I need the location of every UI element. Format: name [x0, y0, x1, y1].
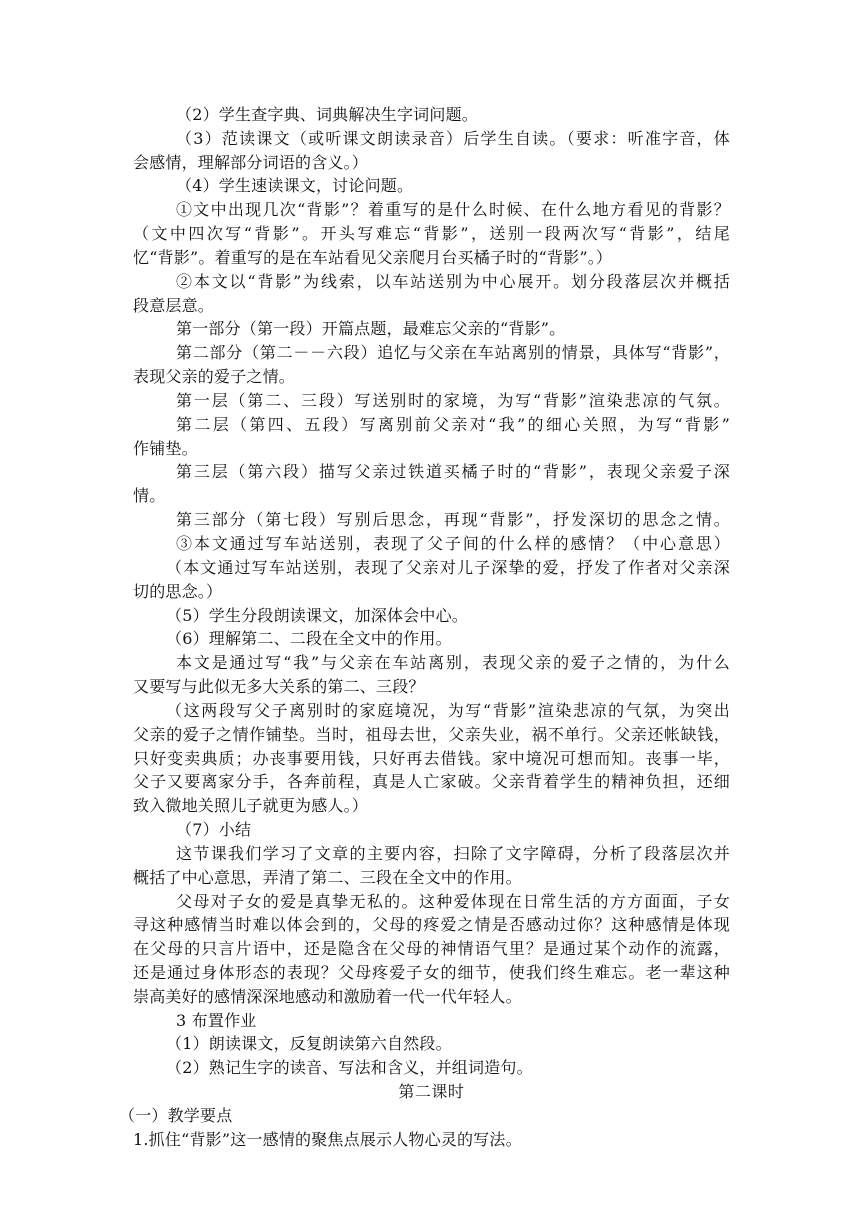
text-line: 概括了中心意思，弄清了第二、三段在全文中的作用。 [133, 868, 522, 887]
text-line: 第二部分（第二－－六段）追忆与父亲在车站离别的情景，具体写“背影”， [176, 343, 731, 362]
text-line: ②本文以“背影”为线索，以车站送别为中心展开。划分段落层次并概括 [176, 272, 732, 291]
text-line: 父子又要离家分手，各奔前程，真是人亡家破。父亲背着学生的精神负担，还细 [133, 772, 731, 791]
text-line: （3）范读课文（或听课文朗读录音）后学生自读。（要求：听准字音，体 [176, 129, 732, 148]
text-line: 致入微地关照儿子就更为感人。） [133, 796, 369, 815]
text-line: 这节课我们学习了文章的主要内容，扫除了文字障碍，分析了段落层次并 [176, 844, 732, 863]
text-line: 情。 [133, 486, 166, 505]
text-line: 忆“背影”。着重写的是在车站看见父亲爬月台买橘子时的“背影”。） [133, 248, 613, 267]
text-line: 第一层（第二、三段）写送别时的家境，为写“背影”渲染悲凉的气氛。 [176, 391, 732, 410]
text-line: （这两段写父子离别时的家庭境况，为写“背影”渲染悲凉的气氛，为突出 [166, 701, 732, 720]
text-line: 会感情，理解部分词语的含义。） [133, 153, 369, 172]
text-line: 崇高美好的感情深深地感动和激励着一代一代年轻人。 [133, 987, 522, 1006]
text-line: ①文中出现几次“背影”？着重写的是什么时候、在什么地方看见的背影？ [176, 200, 732, 219]
text-line: 父亲的爱子之情作铺垫。当时，祖母去世，父亲失业，祸不单行。父亲还帐缺钱， [133, 725, 731, 744]
text-line: 作铺垫。 [133, 439, 198, 458]
text-line: 只好变卖典质；办丧事要用钱，只好再去借钱。家中境况可想而知。丧事一毕， [133, 749, 731, 768]
text-line: （2）学生查字典、词典解决生字词问题。 [176, 105, 478, 124]
text-line: 第三部分（第七段）写别后思念，再现“背影”，抒发深切的思念之情。 [176, 510, 732, 529]
text-line: （2）熟记生字的读音、写法和含义，并组词造句。 [166, 1058, 533, 1077]
text-line: 寻这种感情当时难以体会到的，父母的疼爱之情是否感动过你？这种感情是体现 [133, 915, 731, 934]
text-line: 第一部分（第一段）开篇点题，最难忘父亲的“背影”。 [176, 319, 566, 338]
text-line: 还是通过身体形态的表现？父母疼爱子女的细节，使我们终生难忘。老一辈这种 [133, 963, 731, 982]
text-line: 段意层意。 [133, 296, 215, 315]
text-line: 本文是通过写“我”与父亲在车站离别，表现父亲的爱子之情的，为什么 [176, 653, 732, 672]
text-line: （6）理解第二、二段在全文中的作用。 [166, 629, 452, 648]
text-line: （文中四次写“背影”。开头写难忘“背影”，送别一段两次写“背影”，结尾 [133, 224, 733, 243]
text-line: 第二层（第四、五段）写离别前父亲对“我”的细心关照，为写“背影” [176, 415, 733, 434]
text-line: 又要写与此似无多大关系的第二、三段？ [133, 677, 425, 696]
text-line: 父母对子女的爱是真挚无私的。这种爱体现在日常生活的方方面面，子女 [176, 892, 732, 911]
text-line: （本文通过写车站送别，表现了父亲对儿子深挚的爱，抒发了作者对父亲深 [166, 558, 731, 577]
text-line: 3 布置作业 [176, 1011, 257, 1030]
text-line: （一）教学要点 [119, 1106, 233, 1125]
text-line: （1）朗读课文，反复朗读第六自然段。 [166, 1034, 452, 1053]
text-line: （5）学生分段朗读课文，加深体会中心。 [166, 606, 468, 625]
section-heading: 第 二 课 时 [398, 1082, 462, 1101]
text-line: 第三层（第六段）描写父亲过铁道买橘子时的“背影”，表现父亲爱子深 [176, 462, 732, 481]
text-line: （4）学生速读课文，讨论问题。 [176, 176, 414, 195]
text-line: 在父母的只言片语中，还是隐含在父母的神情语气里？是通过某个动作的流露， [133, 939, 731, 958]
text-line: （7）小结 [176, 820, 252, 839]
text-line: 切的思念。） [133, 582, 223, 601]
text-line: 表现父亲的爱子之情。 [133, 367, 296, 386]
text-line: 1.抓住“背影”这一感情的聚焦点展示人物心灵的写法。 [133, 1130, 522, 1149]
text-line: ③本文通过写车站送别，表现了父子间的什么样的感情？（中心意思） [176, 534, 732, 553]
